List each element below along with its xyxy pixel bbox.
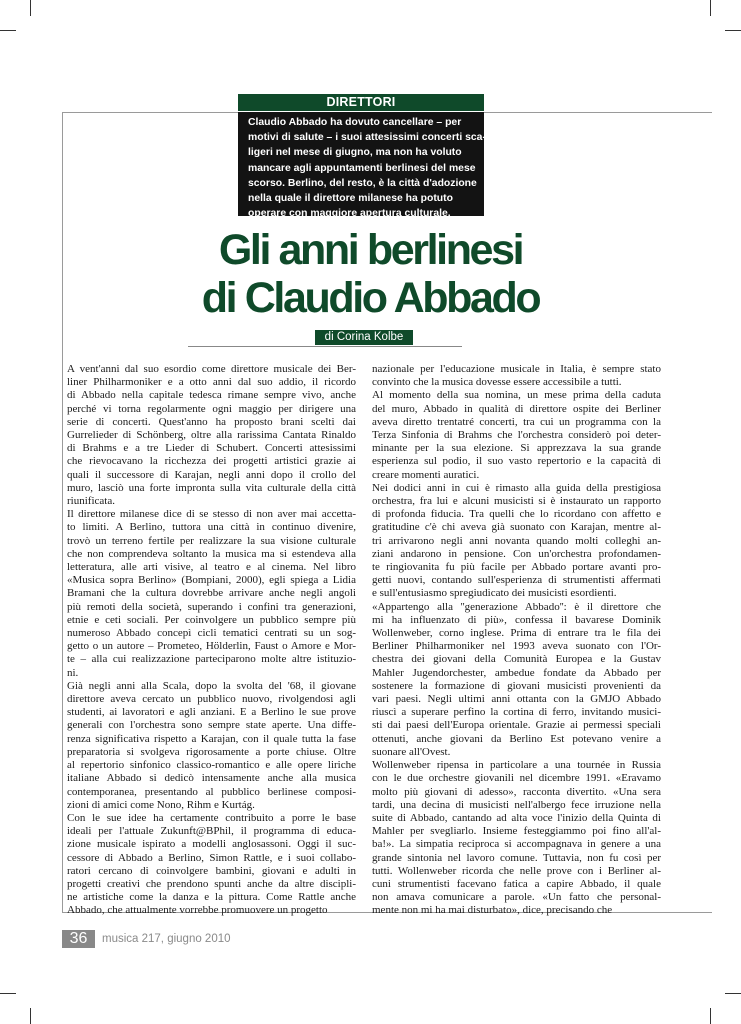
text-line: preparatoria si svolgeva rigorosamente a porte chiuse. Oltre — [67, 745, 356, 758]
issue-info: musica 217, giugno 2010 — [102, 933, 231, 945]
lead-line: ligeri nel mese di giugno, ma non ha voluto — [248, 147, 462, 159]
text-line: suite di Abbado, cantando ad alta voce l'inizio della Quinta di — [372, 811, 661, 824]
text-line: esperienza sul podio, il suo vasto repertorio e la capacità di — [372, 455, 661, 468]
column-left — [67, 363, 356, 918]
text-line: del muro, Abbado in qualità di direttore ospite dei Berliner — [372, 402, 661, 415]
text-line: mi ha influenzato di più», confessa il bavarese Dominik — [372, 613, 661, 626]
text-line: tardi, una decina di musicisti nell'albergo fece irruzione nella — [372, 798, 661, 811]
text-line: A vent'anni dal suo esordio come direttore musicale dei Ber- — [67, 363, 356, 375]
text-line: Già negli anni alla Scala, dopo la svolta del '68, il giovane — [67, 679, 356, 692]
text-line: ziani andarono in pensione. Con un'orchestra profondamen- — [372, 547, 661, 560]
text-line: Al momento della sua nomina, un mese prima della caduta — [372, 389, 661, 402]
text-line: di Abbado nella capitale tedesca rimane sempre vivo, anche — [67, 389, 356, 402]
lead-line: motivi di salute – i suoi attesissimi concerti sca- — [248, 132, 486, 144]
lead-line: mancare agli appuntamenti berlinesi del mese — [248, 162, 476, 174]
byline: di Corina Kolbe — [315, 330, 413, 345]
text-line: Mahler Jugendorchester, ambedue fondate da Abbado per — [372, 666, 661, 679]
text-line: serie di concerti. Quest'anno ha proposto brani scelti dai — [67, 415, 356, 428]
text-line: zioni di amici come Nono, Rihm e Kurtág. — [67, 798, 255, 811]
text-line: riuscì a superare perfino la cortina di ferro, invitando musici- — [372, 706, 661, 719]
text-line: studenti, ai lavoratori e agli anziani. E a Berlino le sue prove — [67, 706, 356, 719]
text-line: «Appartengo alla ''generazione Abbado'': è il direttore che — [372, 600, 661, 613]
text-line: orchestra, fra lui e alcuni musicisti si è instaurato un rapporto — [372, 495, 661, 508]
text-line: numeroso Abbado concepì cicli tematici centrati su un sog- — [67, 627, 356, 640]
text-line: Gurrelieder di Schönberg, oltre alla rarissima Cantata Rinaldo — [67, 429, 356, 442]
text-line: direttore aveva cercato un pubblico nuovo, rivolgendosi agli — [67, 693, 356, 706]
text-line: Mahler per svegliarlo. Insieme festeggiammo poi fino all'al- — [372, 825, 661, 838]
lead-line: operare con maggiore apertura culturale. — [248, 208, 451, 220]
text-line: vari paesi. Negli ultimi anni ottanta con la GMJO Abbado — [372, 693, 661, 706]
text-line: tutti. Wollenweber ricorda che nelle prove con i Berliner al- — [372, 864, 661, 877]
text-line: Con le sue idee ha certamente contribuito a porre le base — [67, 811, 356, 824]
text-line: Wollenweber, corno inglese. Prima di entrare tra le fila dei — [372, 627, 661, 640]
text-line: ratori cercano di coinvolgere bambini, giovani e adulti in — [67, 864, 356, 877]
text-line: liner Philharmoniker e a otto anni dal suo addio, il ricordo — [67, 376, 356, 389]
text-line: to limiti. A Berlino, tuttora una città in continuo divenire, — [67, 521, 356, 534]
crop-mark — [0, 993, 16, 994]
text-line: quali il successore di Karajan, negli anni dopo il crollo del — [67, 468, 356, 481]
text-line: riunificata. — [67, 495, 115, 508]
text-line: te ringiovanita fu più facile per Abbado portare avanti pro- — [372, 561, 661, 574]
lead-box — [238, 112, 486, 220]
crop-mark — [710, 1008, 711, 1024]
text-line: ne artistiche come la danza e la pittura. Come Rattle anche — [67, 891, 356, 904]
crop-mark — [30, 0, 31, 16]
text-line: creare momenti auratici. — [372, 468, 480, 481]
text-line: generali con l'orchestra sono sempre state aperte. Una diffe- — [67, 719, 356, 732]
text-line: getto o un autore – Prometeo, Hölderlin, Faust o Amore e Mor- — [67, 640, 356, 653]
text-line: perché vi torna regolarmente ogni maggio per dirigere una — [67, 402, 356, 415]
text-line: Berliner Philharmoniker nel 1993 aveva suonato con l'Or- — [372, 640, 661, 653]
text-line: Terza Sinfonia di Brahms che l'orchestra considerò poi deter- — [372, 429, 661, 442]
text-line: cuni strumentisti facevano fatica a capire Abbado, il quale — [372, 877, 661, 890]
text-line: ni. — [67, 666, 79, 679]
text-line: tri arrivarono negli anni novanta quando molti colleghi an- — [372, 534, 661, 547]
byline-rule — [188, 346, 462, 347]
article-title-line-1: Gli anni berlinesi — [218, 226, 523, 274]
text-line: molto più giovani di adesso», racconta divertito. «Una sera — [372, 785, 661, 798]
text-line: gratitudine c'è chi aveva già suonato con Karajan, mentre al- — [372, 521, 661, 534]
text-line: sostenere la formazione di giovani musicisti provenienti da — [372, 679, 661, 692]
text-line: chestra dei giovani della Comunità Europea e la Gustav — [372, 653, 661, 666]
text-line: di profonda fiducia. Tra quelli che lo ricordano con affetto e — [372, 508, 661, 521]
text-line: getti nuovi, contando sull'esperienza di strumentisti affermati — [372, 574, 661, 587]
text-line: contemporanea, presentando al pubblico berlinese composi- — [67, 785, 356, 798]
text-line: di Brahms e a tre Lieder di Schubert. Concerti attesissimi — [67, 442, 356, 455]
lead-line: Claudio Abbado ha dovuto cancellare – per — [248, 117, 462, 128]
lead-line: scorso. Berlino, del resto, è la città d'adozione — [248, 177, 477, 189]
crop-mark — [0, 30, 16, 31]
text-line: che rievocavano la ricchezza dei progetti artistici grazie ai — [67, 455, 356, 468]
text-line: e sull'entusiasmo spregiudicato dei musicisti esordienti. — [372, 587, 617, 600]
text-line: ba!». La simpatia reciproca si accompagnava in genere a una — [372, 838, 661, 851]
page-number: 36 — [62, 930, 95, 948]
text-line: renza significativa rispetto a Karajan, con il quale tutta la fase — [67, 732, 356, 745]
text-line: Il direttore milanese dice di se stesso di non aver mai accetta- — [67, 508, 356, 521]
text-line: grande sintonia nel lavoro comune. Tuttavia, non fu così per — [372, 851, 661, 864]
crop-mark — [710, 0, 711, 16]
text-line: «Musica sopra Berlino» (Bompiani, 2000), egli spiega a Lidia — [67, 574, 356, 587]
text-line: minante per la sua elezione. Si apprezzava la sua grande — [372, 442, 661, 455]
text-line: etnie e ceti sociali. Per coinvolgere un pubblico sempre più — [67, 613, 356, 626]
article-title-line-2: di Claudio Abbado — [201, 274, 540, 322]
text-line: convinto che la musica dovesse essere accessibile a tutti. — [372, 376, 622, 389]
text-line: ideali per l'attuale Zukunft@BPhil, il programma di educa- — [67, 825, 356, 838]
text-line: non amava comunicare a parole. «Un fatto che personal- — [372, 891, 661, 904]
text-line: mente non mi ha mai disturbato», dice, precisando che — [372, 904, 613, 917]
text-line: suonare all'Ovest. — [372, 745, 451, 758]
text-line: te – alla cui realizzazione parteciparono molte altre istituzio- — [67, 653, 356, 666]
crop-mark — [725, 30, 741, 31]
text-line: che non comprendeva soltanto la musica ma si estendeva alla — [67, 547, 356, 560]
section-label: DIRETTORI — [238, 94, 484, 111]
column-right — [372, 363, 661, 918]
text-line: Bramani che la cultura dovrebbe arrivare anche negli angoli — [67, 587, 356, 600]
text-line: muro, lasciò una forte impronta sulla vita culturale della città — [67, 481, 356, 494]
text-line: con le due orchestre giovanili nel dicembre 1991. «Eravamo — [372, 772, 661, 785]
text-line: nazionale per l'educazione musicale in Italia, è sempre stato — [372, 363, 661, 375]
text-line: Nei dodici anni in cui è rimasto alla guida della prestigiosa — [372, 481, 661, 494]
text-line: ottenuti, anche giovani da Berlino Est potevano venire a — [372, 732, 661, 745]
text-line: letteratura, alle arti visive, al teatro e al cinema. Nel libro — [67, 561, 356, 574]
text-line: Wollenweber ripensa in particolare a una tournée in Russia — [372, 759, 661, 772]
text-line: al repertorio sinfonico classico-romantico e alle opere liriche — [67, 759, 356, 772]
text-line: progetti creativi che prendono spunti anche da altre discipli- — [67, 877, 356, 890]
text-line: zione musicale ispirato a modelli anglosassoni. Oggi il suc- — [67, 838, 356, 851]
lead-line: nella quale il direttore milanese ha potuto — [248, 193, 453, 205]
text-line: aveva diretto trentatré concerti, tra cui un programma con la — [372, 415, 661, 428]
text-line: trovò un terreno fertile per realizzare la sua visione culturale — [67, 534, 356, 547]
text-line: cessore di Abbado a Berlino, Simon Rattle, e i suoi collabo- — [67, 851, 356, 864]
crop-mark — [725, 993, 741, 994]
text-line: sti dai paesi dell'Europa orientale. Grazie ai permessi speciali — [372, 719, 661, 732]
text-line: più remoti della società, superando i confini tra generazioni, — [67, 600, 356, 613]
text-line: italiane Abbado si dedicò intensamente anche alla musica — [67, 772, 356, 785]
text-line: Abbado, che attualmente vorrebbe promuovere un progetto — [67, 904, 328, 917]
crop-mark — [30, 1008, 31, 1024]
